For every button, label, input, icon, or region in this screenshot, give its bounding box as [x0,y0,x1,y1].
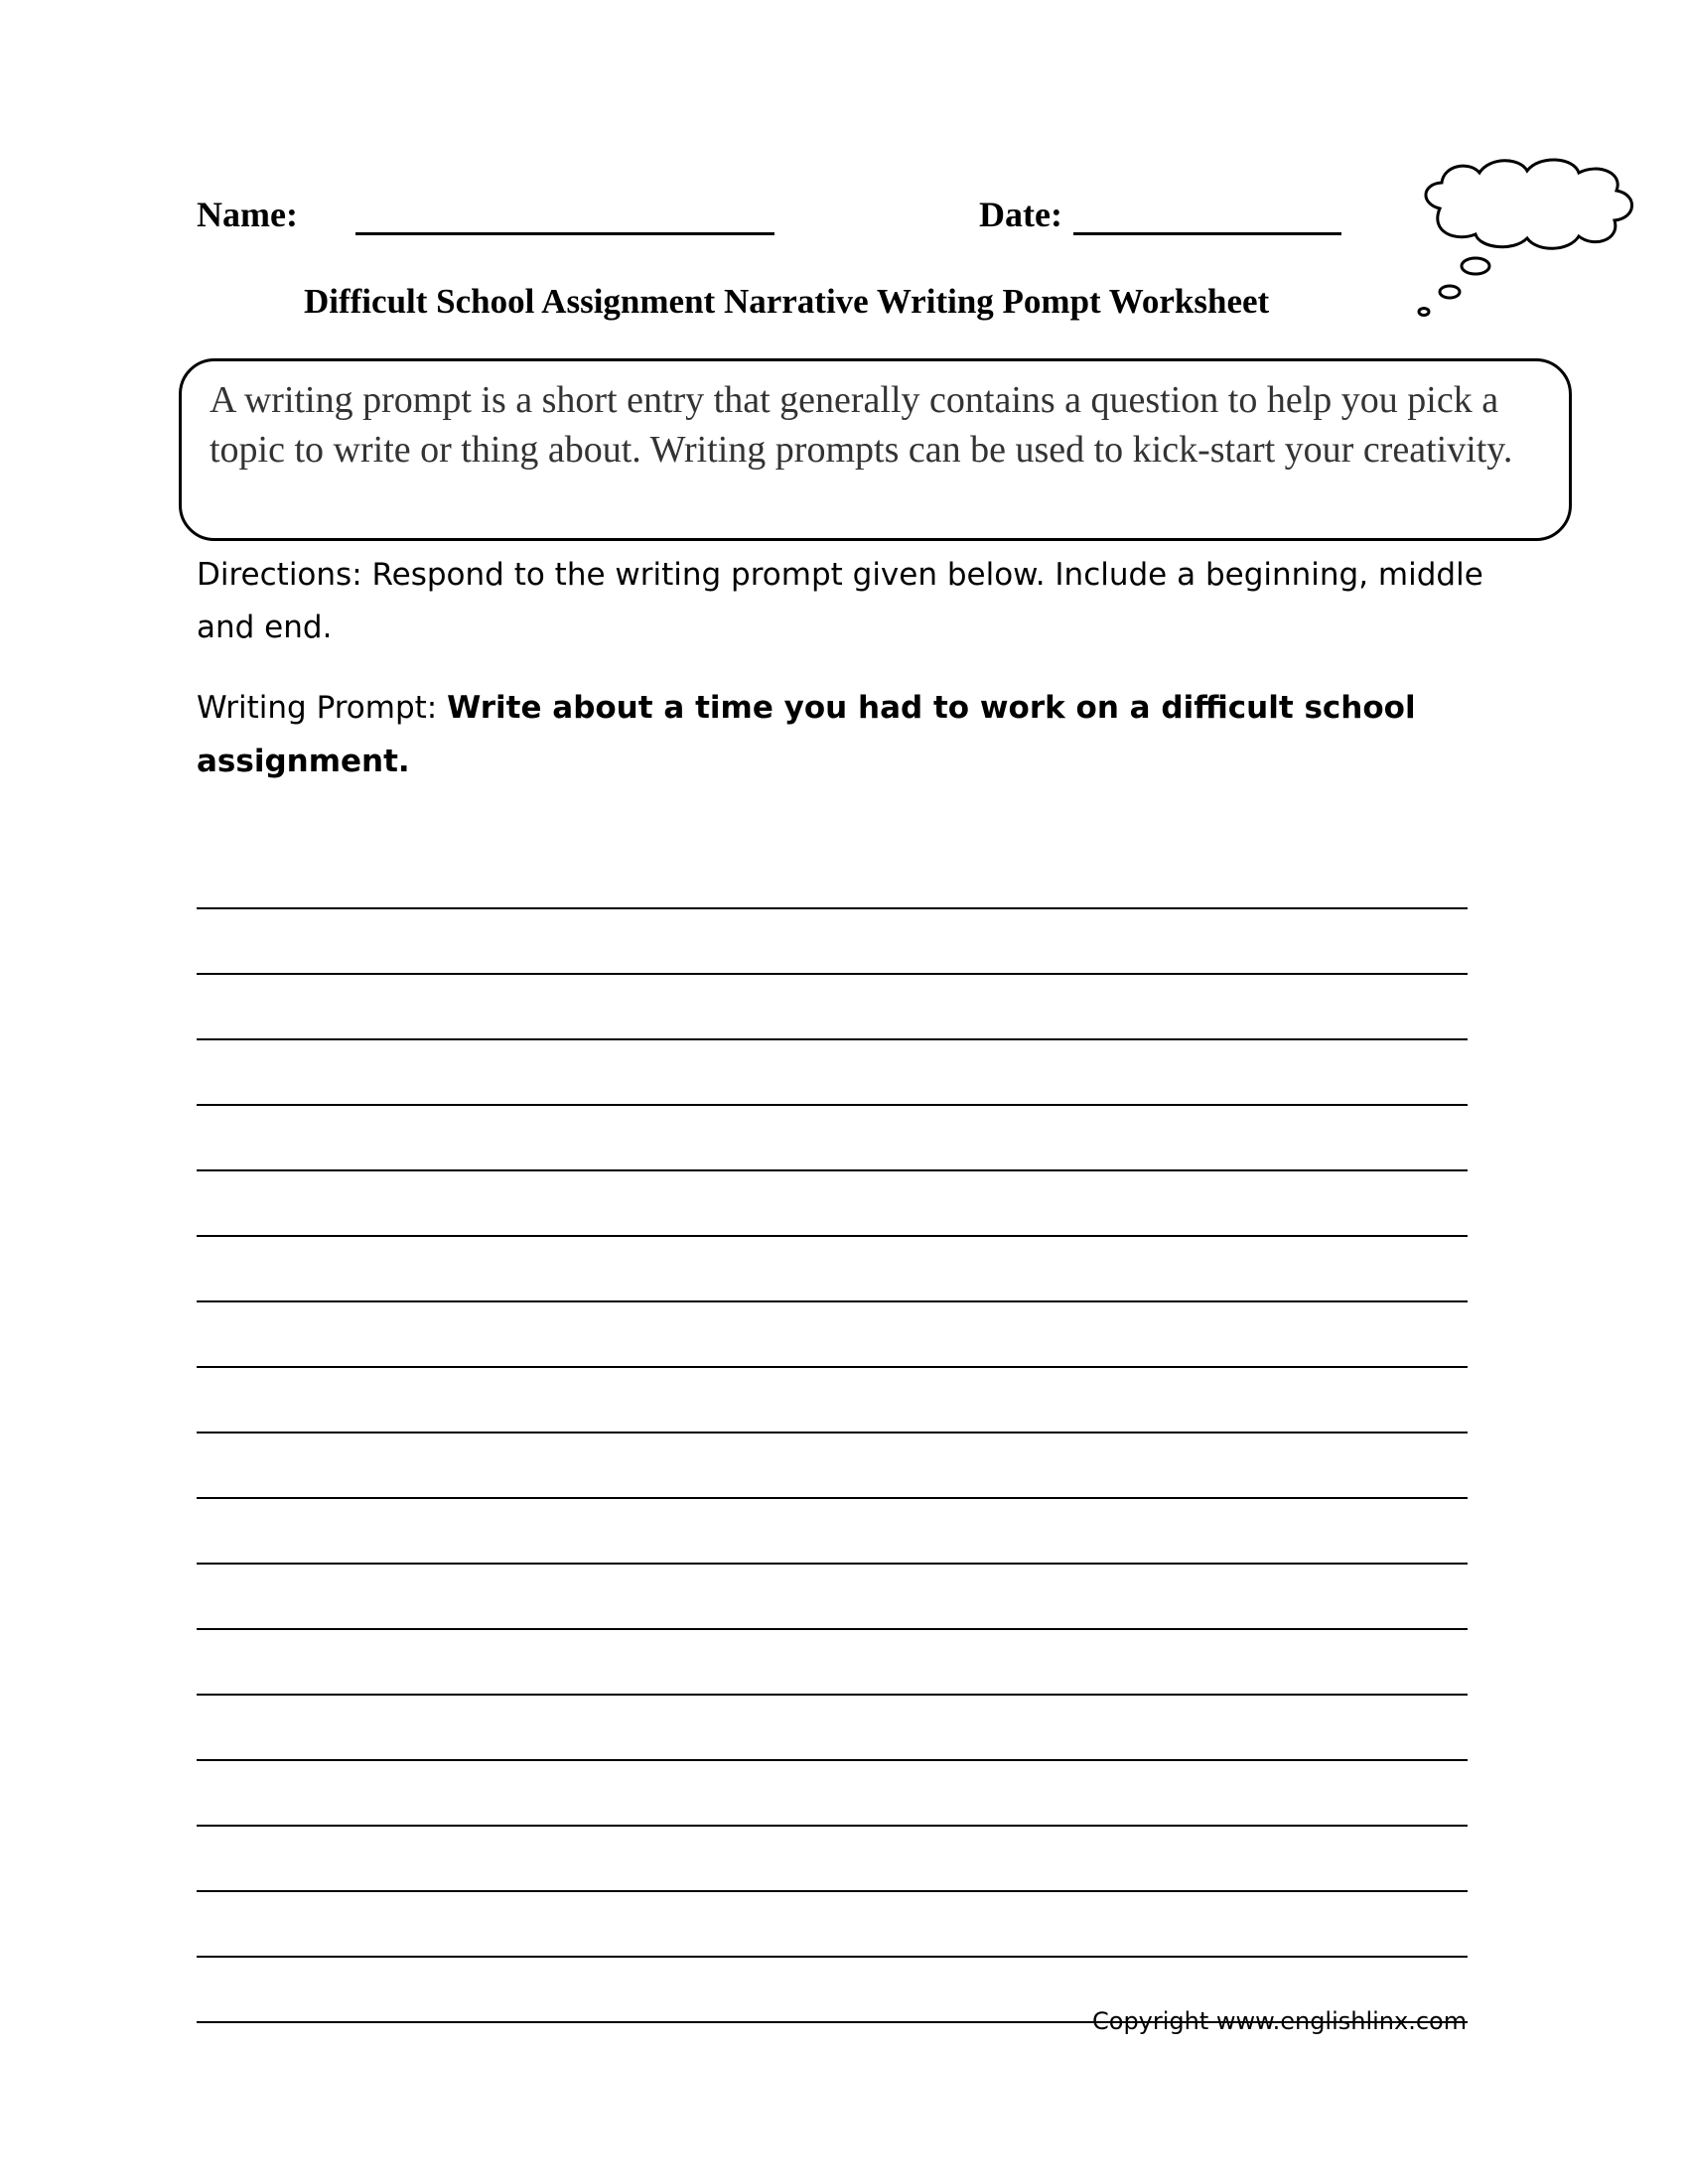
name-blank-line [355,232,774,235]
writing-lines-area[interactable] [197,844,1468,2023]
writing-line[interactable] [197,975,1468,1040]
writing-line[interactable] [197,1761,1468,1827]
writing-line[interactable] [197,1106,1468,1171]
writing-line[interactable] [197,1827,1468,1892]
writing-line[interactable] [197,1237,1468,1302]
writing-prompt-label: Writing Prompt: [197,690,448,726]
writing-prompt-text: Write about a time you had to work on a difficult school assignment. [197,690,1416,779]
name-label: Name: [197,195,298,234]
writing-line[interactable] [197,1892,1468,1958]
writing-line[interactable] [197,1565,1468,1630]
writing-line[interactable] [197,1696,1468,1761]
date-label: Date: [979,195,1062,234]
info-box [179,358,1572,541]
copyright-footer: Copyright www.englishlinx.com [1092,2007,1468,2035]
writing-line[interactable] [197,1433,1468,1499]
directions-text: Directions: Respond to the writing prompt given below. Include a beginning, middle and end. [197,557,1483,645]
writing-line[interactable] [197,844,1468,909]
writing-prompt [197,681,1507,788]
writing-line[interactable] [197,1630,1468,1696]
writing-line[interactable] [197,909,1468,975]
writing-line[interactable] [197,1171,1468,1237]
writing-line[interactable] [197,1302,1468,1368]
worksheet-title: Difficult School Assignment Narrative Writing Pompt Worksheet [304,282,1270,321]
writing-line[interactable] [197,1499,1468,1565]
date-blank-line [1073,232,1341,235]
writing-line[interactable] [197,1040,1468,1106]
writing-line[interactable] [197,1368,1468,1433]
info-box-text: A writing prompt is a short entry that generally contains a question to help you pick a topic to write or thing about. Writing prompts can be used to kick-start your creativity. [210,379,1513,471]
thought-bubble-icon [1410,149,1648,328]
